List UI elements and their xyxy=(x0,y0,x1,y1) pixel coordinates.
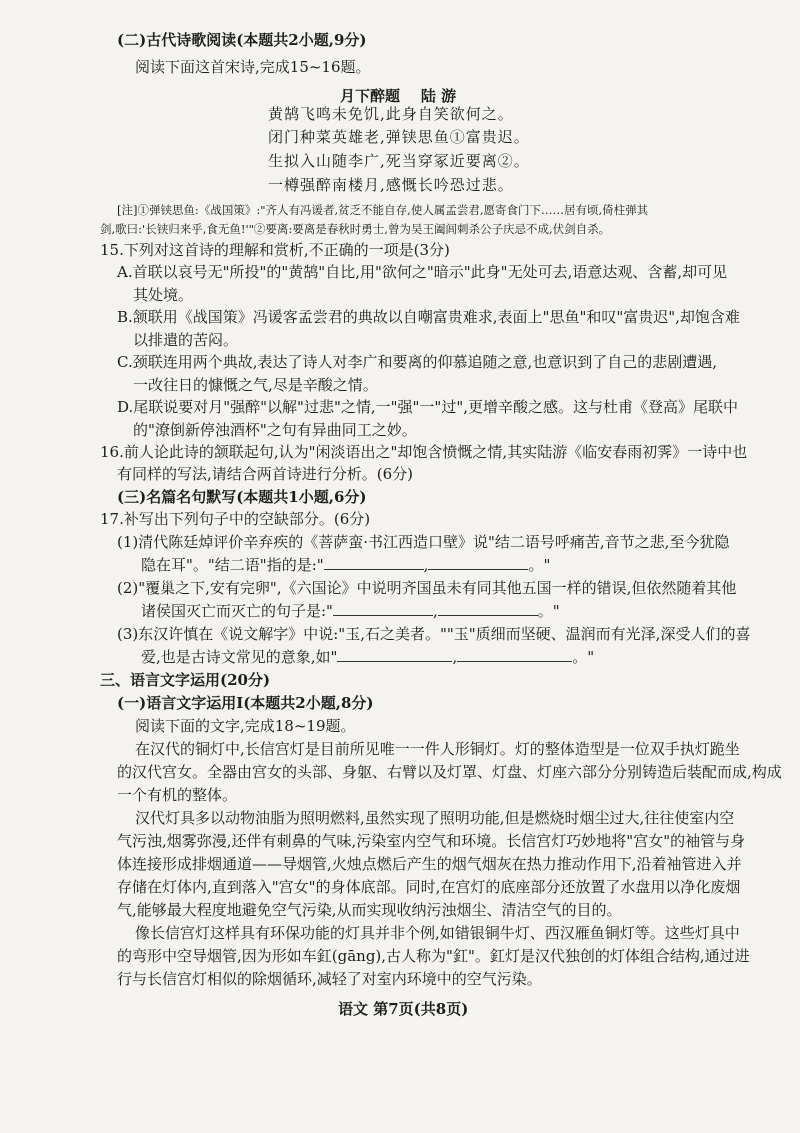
answer-blank[interactable] xyxy=(333,601,433,616)
passage-p3-line2: 的弯形中空导烟管,因为形如车釭(gāng),古人称为"釭"。釭灯是汉代独创的灯体组合结构,通过进 xyxy=(117,947,750,965)
poem-note-1: [注]①弹铗思鱼:《战国策》:"齐人有冯谖者,贫乏不能自存,使人属孟尝君,愿寄食门下……居有顷,倚柱弹其 xyxy=(117,203,649,217)
poem-note-2: 剑,歌曰:'长铗归来乎,食无鱼!'"②要离:要离是春秋时勇士,曾为吴王阖闾刺杀公子庆忌不成,伏剑自杀。 xyxy=(100,222,611,236)
poetry-instruction: 阅读下面这首宋诗,完成15~16题。 xyxy=(135,58,371,76)
passage-p2-line3: 体连接形成排烟通道——导烟管,火烛点燃后产生的烟气烟灰在热力推动作用下,沿着袖管进入并 xyxy=(117,855,742,873)
q17-item1-line1: (1)清代陈廷焯评价辛弃疾的《菩萨蛮·书江西造口壁》说"结二语号呼痛苦,音节之悲,至今犹隐 xyxy=(117,533,730,551)
q15-option-c-line1: C.颈联连用两个典故,表达了诗人对李广和要离的仰慕追随之意,也意识到了自己的悲剧遭遇, xyxy=(117,353,718,371)
q15-option-a-line1: A.首联以哀号无"所投"的"黄鹄"自比,用"欲何之"暗示"此身"无处可去,语意达观、含蓄,却可见 xyxy=(117,263,728,281)
q17-item3-line1: (3)东汉许慎在《说文解字》中说:"玉,石之美者。""玉"质细而坚硬、温润而有光泽,深受人们的喜 xyxy=(117,625,751,643)
poem-title: 月下醉题 陆 游 xyxy=(340,87,457,105)
answer-blank[interactable] xyxy=(324,555,424,570)
q15-option-b-line1: B.颔联用《战国策》冯谖客孟尝君的典故以自嘲富贵难求,表面上"思鱼"和叹"富贵迟",却饱含难 xyxy=(117,308,740,326)
passage-p3-line1: 像长信宫灯这样具有环保功能的灯具并非个例,如错银铜牛灯、西汉雁鱼铜灯等。这些灯具中 xyxy=(135,924,740,942)
q17-item2-line1: (2)"覆巢之下,安有完卵",《六国论》中说明齐国虽未有同其他五国一样的错误,但依然随着其他 xyxy=(117,579,737,597)
q17-item2-line2: 诸侯国灭亡而灭亡的句子是:" , 。" xyxy=(141,602,560,620)
q15-stem: 15.下列对这首诗的理解和赏析,不正确的一项是(3分) xyxy=(100,241,450,259)
q15-option-d-line1: D.尾联说要对月"强醉"以解"过悲"之情,一"强"一"过",更增辛酸之感。这与杜甫《登高》尾联中 xyxy=(117,398,738,416)
passage-p1-line3: 一个有机的整体。 xyxy=(117,786,238,804)
answer-blank[interactable] xyxy=(428,555,528,570)
q15-option-b-line2: 以排遣的苦闷。 xyxy=(133,331,239,349)
q17-stem: 17.补写出下列句子中的空缺部分。(6分) xyxy=(100,510,371,528)
language-instruction: 阅读下面的文字,完成18~19题。 xyxy=(135,717,356,735)
passage-p1-line2: 的汉代宫女。全器由宫女的头部、身躯、右臂以及灯罩、灯盘、灯座六部分分别铸造后装配而成,构成 xyxy=(117,763,782,781)
q16-line1: 16.前人论此诗的颔联起句,认为"闲淡语出之"却饱含愤慨之情,其实陆游《临安春雨初霁》一诗中也 xyxy=(100,443,748,461)
q15-option-a-line2: 其处境。 xyxy=(133,286,194,304)
poem-line-4: 一樽强醉南楼月,感慨长吟恐过悲。 xyxy=(268,176,514,194)
part-heading-language: 三、语言文字运用(20分) xyxy=(100,671,271,689)
poem-line-1: 黄鹄飞鸣未免饥,此身自笑欲何之。 xyxy=(268,105,514,123)
q16-line2: 有同样的写法,请结合两首诗进行分析。(6分) xyxy=(117,465,414,483)
section-heading-poetry: (二)古代诗歌阅读(本题共2小题,9分) xyxy=(117,31,367,49)
passage-p2-line4: 存储在灯体内,直到落入"宫女"的身体底部。同时,在宫灯的底座部分还放置了水盘用以净化废烟 xyxy=(117,878,741,896)
poem-line-2: 闭门种菜英雄老,弹铗思鱼①富贵迟。 xyxy=(268,128,530,146)
poem-line-3: 生拟入山随李广,死当穿冢近要离②。 xyxy=(268,152,530,170)
q17-item1-line2: 隐在耳"。"结二语"指的是:" , 。" xyxy=(141,556,551,574)
passage-p1-line1: 在汉代的铜灯中,长信宫灯是目前所见唯一一件人形铜灯。灯的整体造型是一位双手执灯跪坐 xyxy=(135,740,740,758)
answer-blank[interactable] xyxy=(337,647,452,662)
passage-p2-line5: 气,能够最大程度地避免空气污染,从而实现收纳污浊烟尘、清洁空气的目的。 xyxy=(117,901,622,919)
q17-item3-line2: 爱,也是古诗文常见的意象,如" , 。" xyxy=(141,648,595,666)
page-footer: 语文 第7页(共8页) xyxy=(338,1000,469,1018)
answer-blank[interactable] xyxy=(438,601,538,616)
passage-p2-line1: 汉代灯具多以动物油脂为照明燃料,虽然实现了照明功能,但是燃烧时烟尘过大,往往使室内空 xyxy=(135,809,735,827)
q15-option-c-line2: 一改往日的慷慨之气,尽是辛酸之情。 xyxy=(133,376,378,394)
passage-p2-line2: 气污浊,烟雾弥漫,还伴有刺鼻的气味,污染室内空气和环境。长信宫灯巧妙地将"宫女"的袖管与身 xyxy=(117,832,746,850)
passage-p3-line3: 行与长信宫灯相似的除烟循环,减轻了对室内环境中的空气污染。 xyxy=(117,970,542,988)
section-heading-dictation: (三)名篇名句默写(本题共1小题,6分) xyxy=(117,488,367,506)
answer-blank[interactable] xyxy=(457,647,572,662)
section-heading-language-use: (一)语言文字运用Ⅰ(本题共2小题,8分) xyxy=(117,694,374,712)
q15-option-d-line2: 的"潦倒新停浊酒杯"之句有异曲同工之妙。 xyxy=(133,421,417,439)
